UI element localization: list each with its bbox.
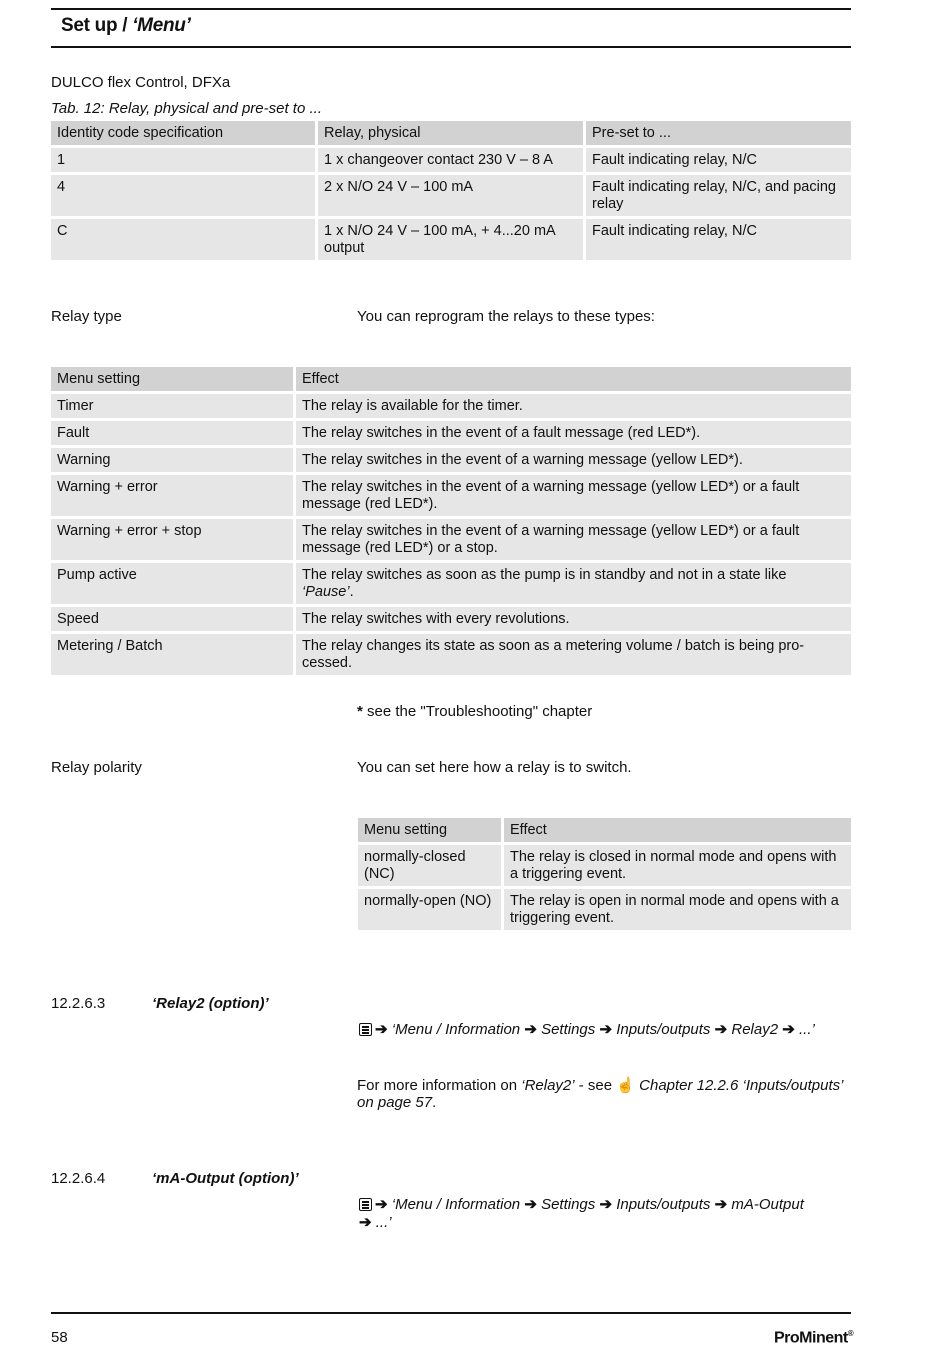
table-cell: Speed [51,607,293,631]
table-cell: Fault [51,421,293,445]
relay2-info [357,1077,854,1111]
section-number: 12.2.6.4 [51,1170,106,1187]
arrow-right-icon: ➔ [782,1021,795,1038]
header-prefix: Set up / [61,15,133,36]
table-row [51,563,851,604]
table-header-cell: Menu setting [358,818,501,842]
table-row [358,889,851,930]
menu-path-segment: ‘Menu / Information [391,1021,521,1038]
relay-type-label: Relay type [51,308,122,325]
table-cell: 4 [51,175,315,216]
menu-path-segment: Settings [541,1196,596,1213]
pause-term: ‘Pause’ [302,584,350,600]
relay-polarity-table [355,815,854,933]
table-cell: The relay is closed in normal mode and opens with a triggering event. [504,845,851,886]
menu-icon [359,1198,372,1211]
table-cell: 2 x N/O 24 V – 100 mA [318,175,583,216]
pump-active-text: The relay switches as soon as the pump is in standby and not in a state like [302,567,787,583]
table-header-cell: Relay, physical [318,121,583,145]
info-term: ‘Relay2’ [521,1077,575,1094]
logo-reg: ® [847,1329,854,1338]
table-header-row [51,121,851,145]
header-title: ‘Menu’ [132,15,191,36]
table-cell: The relay switches in the event of a warning message (yellow LED*) or a fault message (red LED*). [296,475,851,516]
table-row [51,148,851,172]
relay-type-table [48,364,854,678]
table-row [51,421,851,445]
table-row [51,448,851,472]
table-row [51,394,851,418]
menu-path-segment: ‘Menu / Information [391,1196,521,1213]
table-cell: Warning + error [51,475,293,516]
table-header-row [358,818,851,842]
table-cell: The relay switches in the event of a warning message (yellow LED*) or a fault message (red LED*) or a stop. [296,519,851,560]
info-text: - see [574,1077,617,1094]
table-cell: normally-open (NO) [358,889,501,930]
table-cell: Pump active [51,563,293,604]
page-number: 58 [51,1329,68,1346]
table-cell: The relay switches with every revolutions. [296,607,851,631]
table-row [358,845,851,886]
info-text: For more information on [357,1077,522,1094]
footnote-star: * [357,703,363,720]
menu-path-segment: Inputs/outputs [616,1021,711,1038]
table-row [51,475,851,516]
top-rule [51,8,851,10]
menu-icon [359,1023,372,1036]
table-row [51,634,851,675]
table12 [48,118,854,263]
table-cell: C [51,219,315,260]
table-header-cell: Menu setting [51,367,293,391]
table-cell: Metering / Batch [51,634,293,675]
arrow-right-icon: ➔ [714,1021,728,1038]
info-text: . [432,1094,437,1111]
arrow-right-icon: ➔ [599,1021,613,1038]
footer-rule [51,1312,851,1314]
table-header-cell: Identity code specification [51,121,315,145]
logo-minent: Minent [799,1329,848,1347]
table-cell: Warning + error + stop [51,519,293,560]
link-hand-icon: ☝ [616,1077,635,1094]
menu-path-segment: mA-Output [731,1196,804,1213]
arrow-right-icon: ➔ [359,1214,372,1231]
section-number: 12.2.6.3 [51,995,106,1012]
relay-type-intro: You can reprogram the relays to these types: [357,308,655,325]
menu-path-segment: Settings [541,1021,596,1038]
table-cell: Timer [51,394,293,418]
table-row [51,519,851,560]
table-cell: The relay changes its state as soon as a metering volume / batch is being pro‐cessed. [296,634,851,675]
table-cell: The relay switches as soon as the pump is in standby and not in a state like ‘Pause’. [296,563,851,604]
relay-polarity-label: Relay polarity [51,759,142,776]
table-header-cell: Effect [504,818,851,842]
table-cell: 1 [51,148,315,172]
prominent-logo [774,1329,853,1347]
arrow-right-icon: ➔ [375,1021,388,1038]
table12-caption: Tab. 12: Relay, physical and pre-set to ... [51,100,322,117]
arrow-right-icon: ➔ [524,1196,537,1213]
table-row [51,607,851,631]
table-cell: Fault indicating relay, N/C, and pacing relay [586,175,851,216]
table-cell: 1 x N/O 24 V – 100 mA, + 4...20 mA output [318,219,583,260]
chapter-link[interactable]: Chapter 12.2.6 ‘Inputs/outputs’ on page 57 [357,1077,843,1111]
table-cell: Warning [51,448,293,472]
menu-path-segment: Relay2 [731,1021,779,1038]
menu-path-segment: Inputs/outputs [616,1196,711,1213]
table-header-row [51,367,851,391]
section-title: ‘Relay2 (option)’ [152,995,269,1012]
table-cell: The relay switches in the event of a fault message (red LED*). [296,421,851,445]
arrow-right-icon: ➔ [524,1021,537,1038]
logo-pro: Pro [774,1329,800,1347]
menu-path-relay2 [359,1021,854,1039]
page-header [61,15,191,37]
table-cell: normally-closed (NC) [358,845,501,886]
device-name: DULCO flex Control, DFXa [51,74,231,91]
table-row [51,219,851,260]
relay-polarity-intro: You can set here how a relay is to switch. [357,759,632,776]
arrow-right-icon: ➔ [375,1196,388,1213]
table-cell: The relay is available for the timer. [296,394,851,418]
menu-path-segment: ...’ [798,1021,815,1038]
table-header-cell: Effect [296,367,851,391]
section-title: ‘mA-Output (option)’ [152,1170,299,1187]
footnote [357,703,592,720]
arrow-right-icon: ➔ [599,1196,613,1213]
table-cell: Fault indicating relay, N/C [586,148,851,172]
menu-path-ma-output [359,1196,829,1232]
table-cell: The relay switches in the event of a warning message (yellow LED*). [296,448,851,472]
header-rule [51,46,851,48]
table-cell: 1 x changeover contact 230 V – 8 A [318,148,583,172]
arrow-right-icon: ➔ [714,1196,728,1213]
footnote-text: see the "Troubleshooting" chapter [362,703,593,720]
menu-path-segment: ...’ [375,1214,392,1231]
table-header-cell: Pre-set to ... [586,121,851,145]
table-cell: Fault indicating relay, N/C [586,219,851,260]
table-row [51,175,851,216]
table-cell: The relay is open in normal mode and opens with a triggering event. [504,889,851,930]
